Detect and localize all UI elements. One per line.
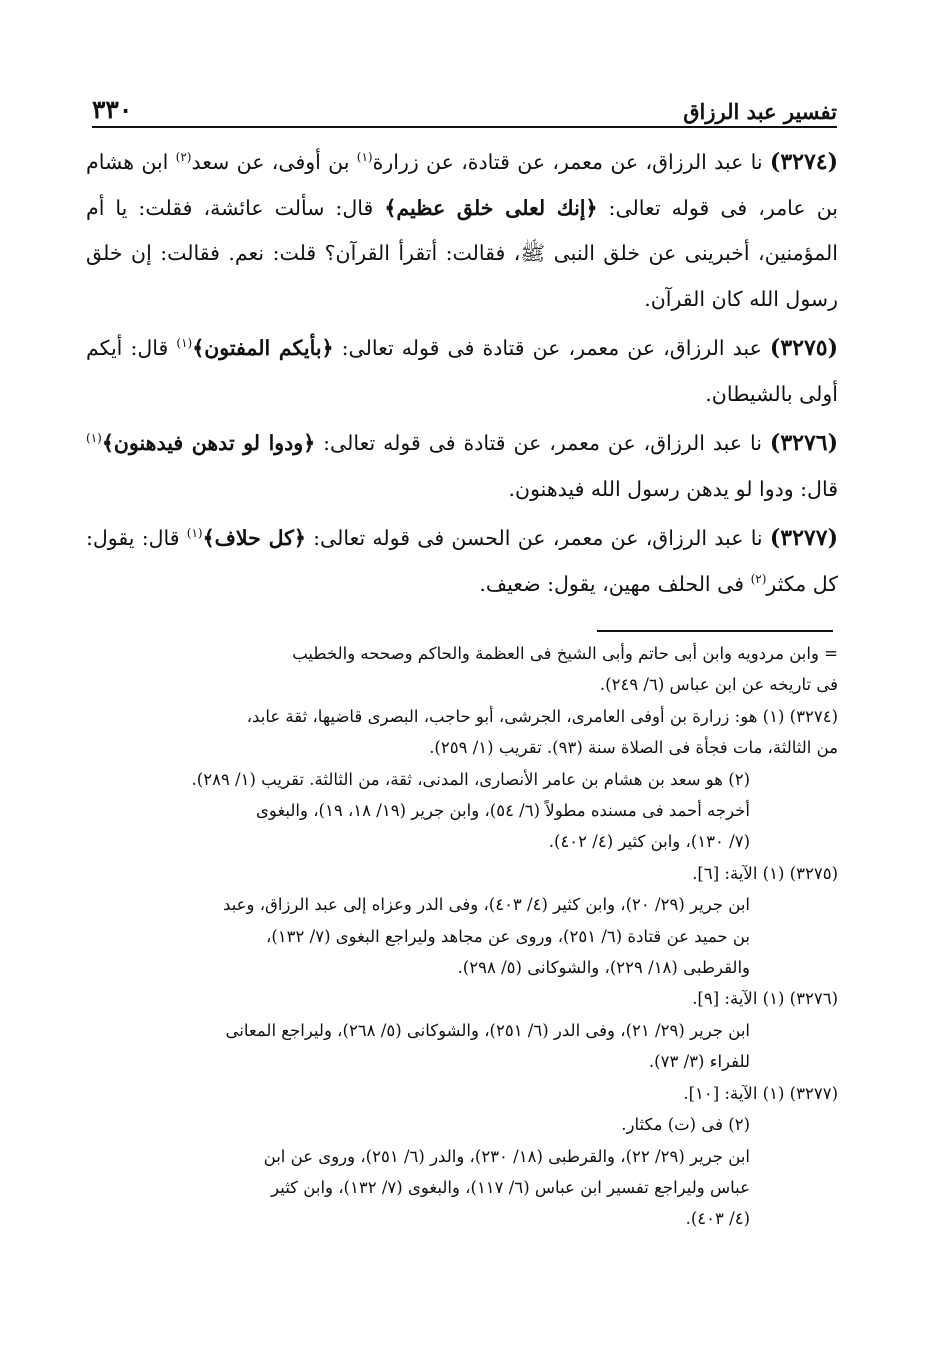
entry-text: قال: ودوا لو يدهن رسول الله فيدهنون.: [508, 476, 838, 501]
page-number: ٣٣٠: [92, 95, 133, 124]
footnote-marker: (١): [186, 526, 203, 541]
running-title: تفسير عبد الرزاق: [683, 99, 837, 124]
footnote-line: (٣٢٧٦) (١) الآية: [٩].: [692, 989, 838, 1009]
footnote-line: ابن جرير (٢٩/ ٢٠)، وابن كثير (٤/ ٤٠٣)، وفى الدر وعزاه إلى عبد الرزاق، وعبد: [223, 895, 750, 915]
quran-quote: ﴿إنك لعلى خلق عظيم﴾: [384, 195, 598, 220]
entry-text: بن أوفى، عن سعد: [191, 150, 357, 174]
footnote-line: بن حميد عن قتادة (٦/ ٢٥١)، وروى عن مجاهد وليراجع البغوى (٧/ ١٣٢)،: [266, 926, 750, 946]
footnotes: [86, 638, 838, 1235]
footnote-line: من الثالثة، مات فجأة فى الصلاة سنة (٩٣). تقريب (١/ ٢٥٩).: [429, 738, 838, 758]
footnote-line: (٧/ ١٣٠)، وابن كثير (٤/ ٤٠٢).: [548, 832, 750, 852]
entry-number: (٣٢٧٧): [769, 525, 838, 551]
footnote-line: (٢) فى (ت) مكثار.: [621, 1115, 750, 1135]
page-header: [92, 84, 837, 124]
quran-quote: ﴿ودوا لو تدهن فيدهنون﴾: [101, 431, 316, 455]
hadith-entry-3277: [86, 516, 838, 607]
footnote-line: أخرجه أحمد فى مسنده مطولاً (٦/ ٥٤)، وابن جرير (١٩/ ١٨، ١٩)، والبغوى: [256, 801, 750, 821]
entry-text: قال: أيكم أولى بالشيطان.: [86, 336, 838, 406]
footnote-divider: [597, 630, 833, 632]
quran-quote: ﴿كل حلاف﴾: [202, 526, 306, 550]
entry-text: قال: سألت عائشة، فقلت: يا أم المؤمنين، أخبرينى عن خلق النبى ﷺ، فقالت: أتقرأ القرآن؟ قلت: نعم. فقالت: إن خلق رسول الله كان القرآن.: [86, 195, 838, 311]
footnote-line: للفراء (٣/ ٧٣).: [648, 1052, 750, 1072]
entry-number: (٣٢٧٤): [769, 149, 838, 175]
footnote-line: (٣٢٧٧) (١) الآية: [١٠].: [683, 1083, 838, 1103]
footnote-line: (٣٢٧٥) (١) الآية: [٦].: [692, 863, 838, 883]
footnote-line: ابن جرير (٢٩/ ٢٢)، والقرطبى (١٨/ ٢٣٠)، والدر (٦/ ٢٥١)، وروى عن ابن: [263, 1146, 750, 1166]
main-text: [86, 140, 838, 611]
entry-text: نا عبد الرزاق، عن معمر، عن الحسن فى قوله تعالى:: [305, 526, 770, 550]
entry-number: (٣٢٧٥): [769, 335, 838, 361]
footnote-marker: (٢): [175, 150, 192, 165]
footnote-line: (٣٢٧٤) (١) هو: زرارة بن أوفى العامرى، الجرشى، أبو حاجب، البصرى قاضيها، ثقة عابد،: [246, 706, 838, 726]
entry-text: عبد الرزاق، عن معمر، عن قتادة فى قوله تعالى:: [333, 336, 770, 360]
entry-text: فى الحلف مهين، يقول: ضعيف.: [479, 571, 751, 596]
hadith-entry-3276: [86, 421, 838, 512]
footnote-line: = وابن مردويه وابن أبى حاتم وأبى الشيخ فى العظمة والحاكم وصححه والخطيب: [292, 644, 838, 663]
footnote-line: فى تاريخه عن ابن عباس (٦/ ٢٤٩).: [599, 675, 838, 695]
quran-quote: ﴿بأيكم المفتون﴾: [192, 336, 334, 360]
footnote-line: والقرطبى (١٨/ ٢٢٩)، والشوكانى (٥/ ٢٩٨).: [457, 958, 750, 978]
hadith-entry-3274: [86, 140, 838, 322]
entry-text: ابن هشام بن عامر، فى قوله تعالى:: [86, 150, 839, 220]
hadith-entry-3275: [86, 326, 838, 417]
footnote-line: عباس وليراجع تفسير ابن عباس (٦/ ١١٧)، والبغوى (٧/ ١٣٢)، وابن كثير: [271, 1177, 750, 1197]
footnote-line: ابن جرير (٢٩/ ٢١)، وفى الدر (٦/ ٢٥١)، والشوكانى (٥/ ٢٦٨)، وليراجع المعانى: [225, 1020, 750, 1040]
header-divider: [92, 126, 837, 128]
footnote-marker: (١): [86, 431, 102, 446]
entry-text: قال: يقول: كل مكثر: [86, 526, 838, 596]
footnote-marker: (١): [176, 336, 193, 351]
entry-number: (٣٢٧٦): [769, 430, 838, 456]
entry-text: نا عبد الرزاق، عن معمر، عن قتادة، عن زرارة: [372, 150, 770, 174]
footnote-marker: (٢): [750, 571, 767, 586]
footnote-line: (٢) هو سعد بن هشام بن عامر الأنصارى، المدنى، ثقة، من الثالثة. تقريب (١/ ٢٨٩).: [191, 769, 750, 789]
footnote-line: (٤/ ٤٠٣).: [685, 1209, 750, 1229]
footnote-marker: (١): [356, 150, 373, 165]
entry-text: نا عبد الرزاق، عن معمر، عن قتادة فى قوله تعالى:: [315, 431, 770, 455]
